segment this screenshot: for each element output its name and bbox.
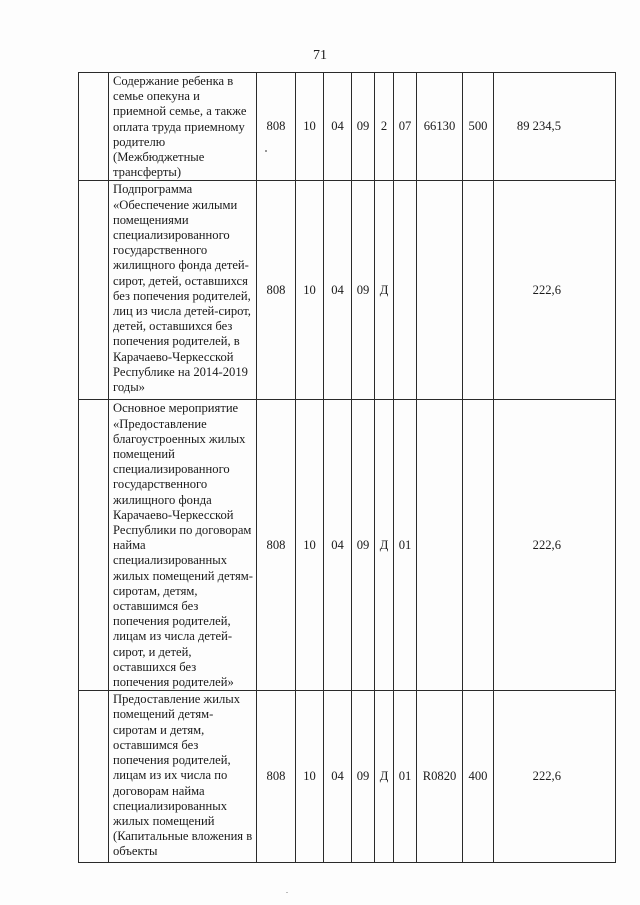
amount-value: 89 234,5 [494,73,616,181]
amount-value: 222,6 [494,400,616,691]
row-name: Содержание ребенка в семье опекуна и приемной семье, а также оплата труда приемному родителю (Межбюджетные трансферты) [109,73,257,181]
subprogram-code: Д [375,691,394,863]
program-code: 09 [352,181,375,400]
row-index-cell [79,400,109,691]
direction-code: R0820 [417,691,463,863]
direction-code [417,181,463,400]
row-name: Основное мероприятие «Предоставление благоустроенных жилых помещений специализированного государственного жилищного фонда Карачаево-Черкесской Республики по договорам найма специализированных жилых помещений детям-сиротам, детям, оставшимся без попечения родителей, лицам из числа детей-сирот, и детей, оставшихся без попечения родителей» [109,400,257,691]
subsection-code: 04 [324,181,352,400]
program-code: 09 [352,691,375,863]
direction-code: 66130 [417,73,463,181]
subsection-code: 04 [324,73,352,181]
event-code [394,181,417,400]
ministry-code: 808 [257,73,296,181]
subprogram-code: Д [375,400,394,691]
ministry-code: 808 [257,400,296,691]
subprogram-code: Д [375,181,394,400]
event-code: 01 [394,691,417,863]
subprogram-code: 2 [375,73,394,181]
expense-type-code [463,181,494,400]
row-name: Подпрограмма «Обеспечение жилыми помещениями специализированного государственного жилищного фонда детей-сирот, детей, оставшихся без попечения родителей, лиц из числа детей-сирот, детей, оставшихся без попечения родителей, в Карачаево-Черкесской Республике на 2014-2019 годы» [109,181,257,400]
expense-type-code: 400 [463,691,494,863]
table-row [79,691,616,863]
direction-code [417,400,463,691]
table-row [79,400,616,691]
section-code: 10 [296,691,324,863]
section-code: 10 [296,400,324,691]
event-code: 01 [394,400,417,691]
row-name: Предоставление жилых помещений детям-сиротам и детям, оставшимся без попечения родителей, лицам из их числа по договорам найма специализированных жилых помещений (Капитальные вложения в объекты [109,691,257,863]
page-number: 71 [313,48,327,63]
ministry-code: 808 [257,691,296,863]
amount-value: 222,6 [494,691,616,863]
subsection-code: 04 [324,400,352,691]
row-index-cell [79,73,109,181]
budget-table [78,72,616,863]
row-index-cell [79,691,109,863]
amount-value: 222,6 [494,181,616,400]
program-code: 09 [352,73,375,181]
scan-speck [286,892,288,893]
expense-type-code: 500 [463,73,494,181]
table-row [79,73,616,181]
table-row [79,181,616,400]
scan-speck [265,150,267,152]
section-code: 10 [296,73,324,181]
program-code: 09 [352,400,375,691]
subsection-code: 04 [324,691,352,863]
expense-type-code [463,400,494,691]
section-code: 10 [296,181,324,400]
event-code: 07 [394,73,417,181]
row-index-cell [79,181,109,400]
ministry-code: 808 [257,181,296,400]
